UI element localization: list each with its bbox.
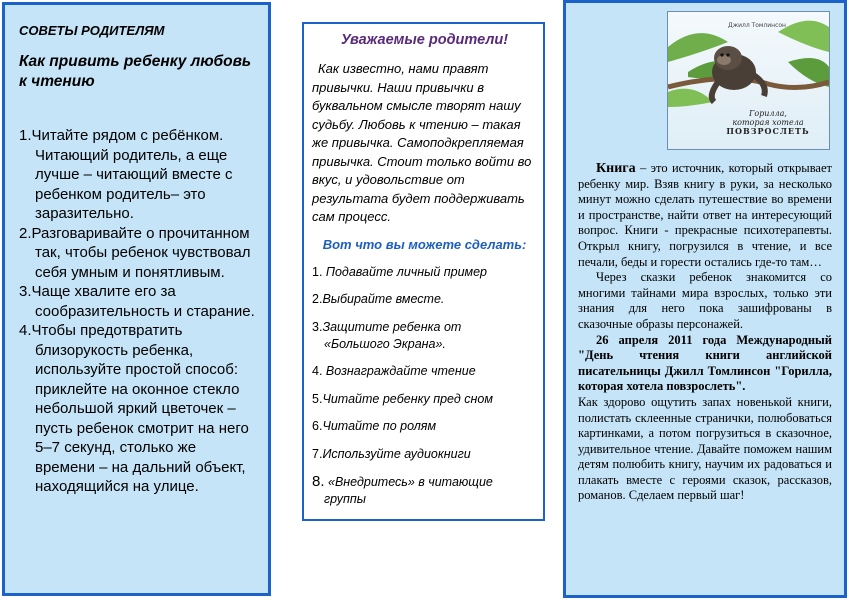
paragraph-lead: Книга [596, 161, 636, 176]
tip-item: 3.Чаще хвалите его за сообразительность и старание. [19, 283, 255, 320]
action-text-cont: «Большого Экрана». [324, 336, 446, 351]
action-number: 4. [312, 364, 323, 378]
action-item [312, 291, 537, 308]
action-number: 1. [312, 264, 323, 279]
right-text [578, 161, 832, 504]
book-title-line: которая хотела [732, 118, 804, 127]
action-text: Подавайте личный пример [325, 264, 488, 279]
action-item [312, 418, 537, 435]
action-text: Читайте ребенку пред сном [322, 391, 493, 406]
right-paragraph: Как здорово ощутить запах новенькой книги, полистать склеенные странички, полюбоваться картинками, а потом погрузиться в сказочное, удивительное чтение. Давайте поможем нашим детям полюбить книгу, научим их радоваться и плакать вместе с героями сказок, рассказов, романов. Сделаем первый шаг! [578, 394, 832, 503]
middle-panel [302, 22, 545, 521]
action-item [312, 264, 537, 281]
tips-list [19, 126, 258, 497]
action-text: Выбирайте вместе. [322, 292, 445, 306]
action-item [312, 363, 537, 380]
action-number: 7. [312, 446, 323, 461]
action-text: Читайте по ролям [322, 419, 437, 433]
action-text: Вознаграждайте чтение [325, 364, 476, 378]
middle-intro: Как известно, нами правят привычки. Наши привычки в буквальном смысле творят нашу судьбу. Любовь к чтению – такая же привычка. Самоподкрепляемая привычка. Стоит только войти во вкус, и удовольствие от результата будет поддерживать сам процесс. [312, 61, 532, 224]
actions-list [312, 264, 537, 509]
right-paragraph-bold: 26 апреля 2011 года Международный "День чтения книги английской писательницы Джилл Томлинсон "Горилла, которая хотела повзрослеть". [578, 332, 832, 394]
left-panel [2, 2, 271, 596]
paragraph-text: – это источник, который открывает ребенку мир. Взяв книгу в руки, за несколько минут можно сделать путешествие во времени и пространстве, найти ответ на интересующий вопрос. Книги - прекрасные психотерапевты. Открыл книгу, погрузился в чтение, и все печали, беды и горести остались где-то там… [578, 161, 832, 269]
tip-item: 1.Читайте рядом с ребёнком. Читающий родитель, а еще лучше – читающий вместе с ребенком родитель– это заразительно. [19, 127, 233, 222]
action-text: «Внедритесь» в читающие [328, 475, 493, 489]
book-cover-image [667, 11, 830, 150]
right-paragraph: Через сказки ребенок знакомится со многими тайнами мира взрослых, только эти знания для него пока зашифрованы в сказочные образы персонажей. [578, 270, 832, 331]
middle-subtitle: Вот что вы можете сделать: [322, 236, 527, 252]
middle-title: Уважаемые родители! [340, 32, 509, 48]
action-item [312, 473, 537, 508]
tip-item: 4.Чтобы предотвратить близорукость ребенка, используйте простой способ: приклейте на оконное стекло небольшой яркий цветочек – пусть ребенок смотрит на него 5–7 секунд, столько же времени – на дальний объект, находящийся на улице. [19, 322, 249, 495]
action-text: Используйте аудиокниги [322, 446, 471, 461]
left-title: Как привить ребенку любовь к чтению [19, 53, 252, 90]
book-title-line: ПОВЗРОСЛЕТЬ [726, 126, 810, 136]
action-text: Защитите ребенка от [322, 319, 462, 334]
book-author: Джилл Томлинсон [728, 22, 786, 29]
action-number: 6. [312, 419, 323, 433]
action-number: 2. [312, 292, 323, 306]
action-number: 5. [312, 391, 323, 406]
action-number: 8. [312, 473, 325, 490]
tip-item: 2.Разговаривайте о прочитанном так, чтобы ребенок чувствовал себя умным и понятливым. [19, 224, 251, 281]
book-title-line: Горилла, [749, 109, 787, 118]
right-paragraph [578, 161, 832, 270]
action-text-cont: группы [324, 492, 366, 506]
action-item [312, 391, 537, 408]
action-item [312, 446, 537, 463]
left-kicker: СОВЕТЫ РОДИТЕЛЯМ [19, 23, 165, 38]
action-number: 3. [312, 319, 323, 334]
right-panel [563, 0, 847, 598]
action-item [312, 319, 537, 353]
book-title [712, 109, 824, 136]
